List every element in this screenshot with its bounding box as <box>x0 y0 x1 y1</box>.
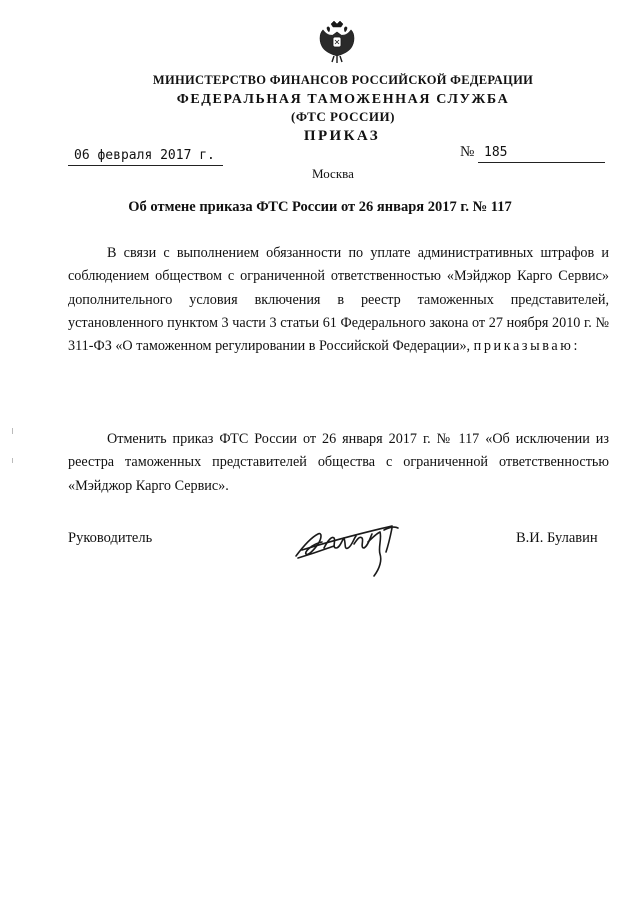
paragraph-1-text: В связи с выполнением обязанности по уплате административных штрафов и соблюдением обществом с ограниченной ответственностью «Мэйджор Карго Сервис» дополнительного условия включения в реестр таможенных представителей, установленного пунктом 3 части 3 статьи 61 Федерального закона от 27 ноября 2010 г. № 311-ФЗ «О таможенном регулировании в Российской Федерации», <box>68 245 609 355</box>
handwritten-signature <box>288 508 418 588</box>
command-word: приказываю: <box>473 338 580 355</box>
service-abbreviation: (ФТС РОССИИ) <box>291 109 395 124</box>
document-type-title: ПРИКАЗ <box>303 128 381 144</box>
body-paragraph-1 <box>68 242 609 358</box>
ministry-heading: МИНИСТЕРСТВО ФИНАНСОВ РОССИЙСКОЙ ФЕДЕРАЦИИ <box>152 73 534 87</box>
signatory-title: Руководитель <box>68 530 153 546</box>
coat-of-arms-emblem <box>317 20 357 64</box>
service-heading: ФЕДЕРАЛЬНАЯ ТАМОЖЕННАЯ СЛУЖБА <box>176 92 510 107</box>
margin-scan-mark <box>12 428 13 434</box>
order-date-field: 06 февраля 2017 г. <box>68 146 223 166</box>
order-subject: Об отмене приказа ФТС России от 26 января 2017 г. № 117 <box>128 199 512 215</box>
order-number-field: 185 <box>478 143 605 163</box>
order-number-label: № <box>460 144 475 160</box>
city-label: Москва <box>312 166 354 181</box>
margin-scan-mark <box>12 458 13 463</box>
signatory-name: В.И. Булавин <box>516 530 598 546</box>
body-paragraph-2: Отменить приказ ФТС России от 26 января 2017 г. № 117 «Об исключении из реестра таможенных представителей общества с ограниченной ответственностью «Мэйджор Карго Сервис». <box>68 431 609 494</box>
